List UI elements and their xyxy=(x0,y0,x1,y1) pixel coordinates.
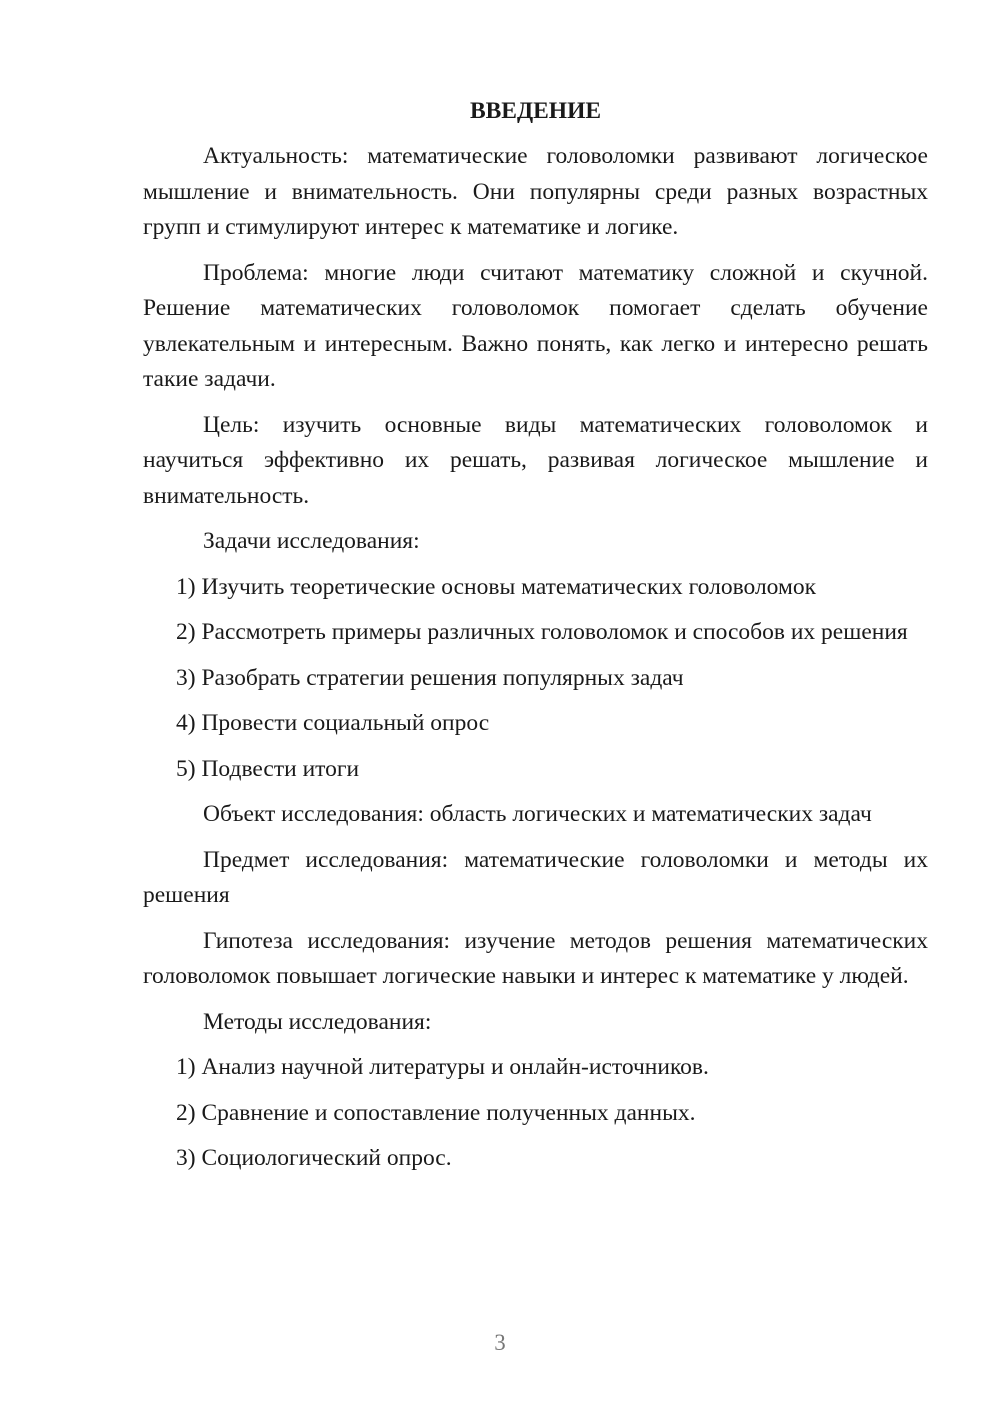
problem-paragraph: Проблема: многие люди считают математику сложной и скучной. Решение математических головоломок помогает сделать обучение увлекательным и интересным. Важно понять, как легко и интересно решать такие задачи. xyxy=(143,259,928,392)
task-item-5: 5) Подвести итоги xyxy=(176,755,360,782)
method-item-2: 2) Сравнение и сопоставление полученных данных. xyxy=(176,1099,696,1126)
hypothesis-paragraph: Гипотеза исследования: изучение методов решения математических головоломок повышает логические навыки и интерес к математике у людей. xyxy=(143,927,928,989)
task-item-3: 3) Разобрать стратегии решения популярных задач xyxy=(176,664,684,691)
task-item-1: 1) Изучить теоретические основы математических головоломок xyxy=(176,573,817,600)
method-item-1: 1) Анализ научной литературы и онлайн-источников. xyxy=(176,1054,709,1080)
document-page xyxy=(143,94,928,1187)
task-item-4: 4) Провести социальный опрос xyxy=(176,710,490,736)
task-item-2: 2) Рассмотреть примеры различных головоломок и способов их решения xyxy=(176,619,908,645)
object-paragraph: Объект исследования: область логических и математических задач xyxy=(203,801,872,827)
section-heading: ВВЕДЕНИЕ xyxy=(469,98,602,124)
subject-paragraph: Предмет исследования: математические головоломки и методы их решения xyxy=(143,846,928,908)
page-number: 3 xyxy=(494,1330,506,1355)
goal-paragraph: Цель: изучить основные виды математических головоломок и научиться эффективно их решать, развивая логическое мышление и внимательность. xyxy=(143,411,928,509)
methods-title: Методы исследования: xyxy=(203,1008,432,1035)
relevance-paragraph: Актуальность: математические головоломки развивают логическое мышление и внимательность. Они популярны среди разных возрастных групп и стимулируют интерес к математике и логике. xyxy=(143,143,928,240)
tasks-title: Задачи исследования: xyxy=(203,528,420,554)
method-item-3: 3) Социологический опрос. xyxy=(176,1145,452,1171)
